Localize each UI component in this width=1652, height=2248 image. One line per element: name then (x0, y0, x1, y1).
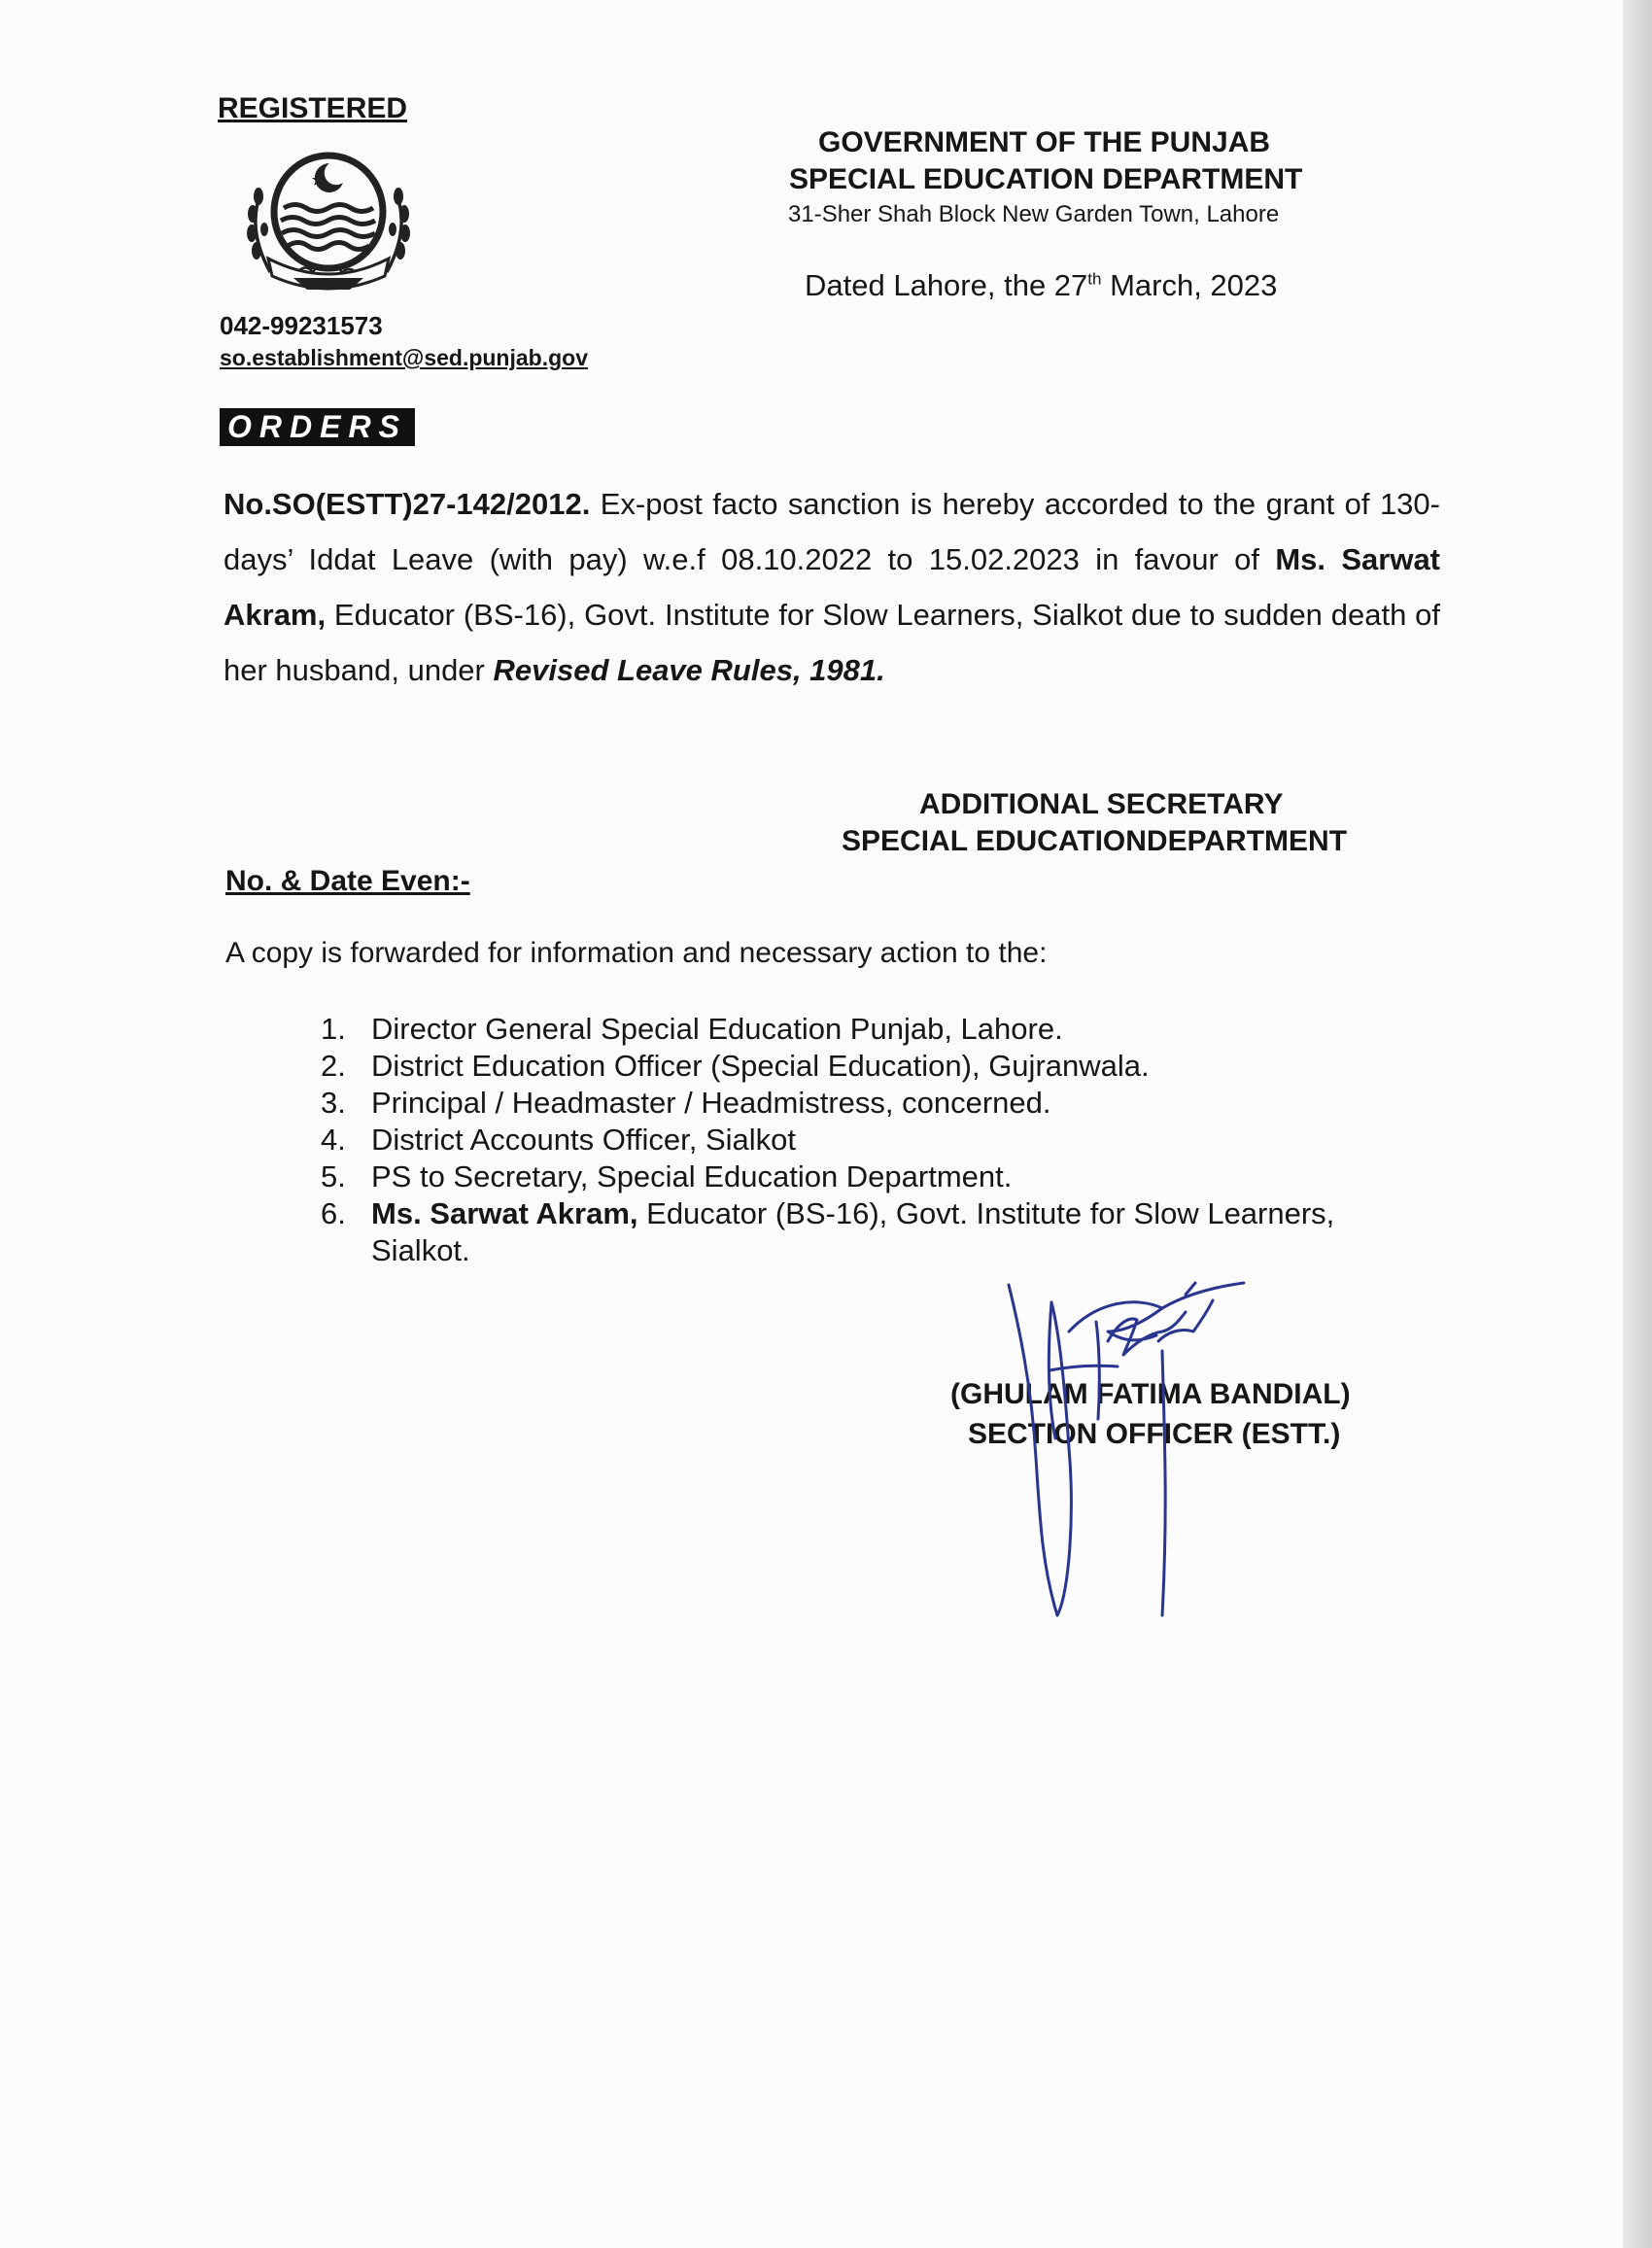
list-item-number: 6. (321, 1196, 346, 1230)
section-officer-designation: SECTION OFFICER (ESTT.) (968, 1418, 1341, 1450)
list-item (313, 1011, 1440, 1048)
punjab-government-emblem (229, 144, 428, 299)
employee-name: Ms. Sarwat Akram, (224, 542, 1441, 632)
list-item-number: 4. (321, 1123, 346, 1157)
list-item-text: District Accounts Officer, Sialkot (371, 1123, 797, 1157)
list-item-number: 3. (321, 1086, 346, 1120)
dated-line (805, 268, 1277, 303)
department-title: SPECIAL EDUCATION DEPARTMENT (789, 163, 1303, 195)
leave-rules: Revised Leave Rules, 1981. (493, 653, 885, 687)
page-edge (1623, 0, 1652, 2248)
list-item-bold-name: Ms. Sarwat Akram, (371, 1196, 638, 1230)
list-item-number: 1. (321, 1012, 346, 1046)
list-item-text: PS to Secretary, Special Education Department. (371, 1159, 1013, 1193)
order-number: No.SO(ESTT)27-142/2012. (224, 487, 591, 521)
email-address: so.establishment@sed.punjab.gov (220, 345, 588, 370)
dated-prefix: Dated Lahore, the 27 (805, 268, 1088, 302)
orders-heading: ORDERS (220, 408, 415, 446)
order-paragraph (224, 476, 1440, 698)
dated-rest: March, 2023 (1101, 268, 1278, 302)
order-text-1: Ex-post facto sanction is hereby accorded to the grant of 130-days’ Iddat Leave (with pay) w.e.f 08.10.2022 to 15.02.2023 in favour of (224, 487, 1440, 576)
list-item (313, 1159, 1440, 1195)
signatory-department: SPECIAL EDUCATIONDEPARTMENT (842, 825, 1348, 857)
list-item (313, 1122, 1440, 1159)
list-item (313, 1085, 1440, 1122)
list-item-text: Principal / Headmaster / Headmistress, concerned. (371, 1086, 1051, 1120)
list-item-text: Educator (BS-16), Govt. Institute for Slow Learners, Sialkot. (371, 1196, 1335, 1267)
signatory-title: ADDITIONAL SECRETARY (919, 788, 1284, 820)
list-item-number: 2. (321, 1049, 346, 1083)
copy-forwarded-intro: A copy is forwarded for information and necessary action to the: (225, 937, 1048, 969)
handwritten-signature (991, 1273, 1273, 1633)
department-address: 31-Sher Shah Block New Garden Town, Lahore (788, 201, 1280, 227)
list-item-text: District Education Officer (Special Education), Gujranwala. (371, 1049, 1150, 1083)
list-item-text: Director General Special Education Punjab, Lahore. (371, 1012, 1063, 1046)
order-text-2: Educator (BS-16), Govt. Institute for Slow Learners, Sialkot due to sudden death of her husband, under (224, 598, 1440, 687)
dated-ordinal: th (1087, 269, 1102, 289)
registered-label: REGISTERED (218, 92, 408, 124)
phone-number: 042-99231573 (220, 311, 383, 340)
distribution-list (313, 1011, 1440, 1269)
no-date-even-heading: No. & Date Even:- (225, 865, 470, 897)
list-item (313, 1048, 1440, 1085)
section-officer-name: (GHULAM FATIMA BANDIAL) (950, 1378, 1351, 1410)
list-item-number: 5. (321, 1159, 346, 1193)
government-title: GOVERNMENT OF THE PUNJAB (818, 126, 1271, 158)
list-item (313, 1195, 1440, 1269)
